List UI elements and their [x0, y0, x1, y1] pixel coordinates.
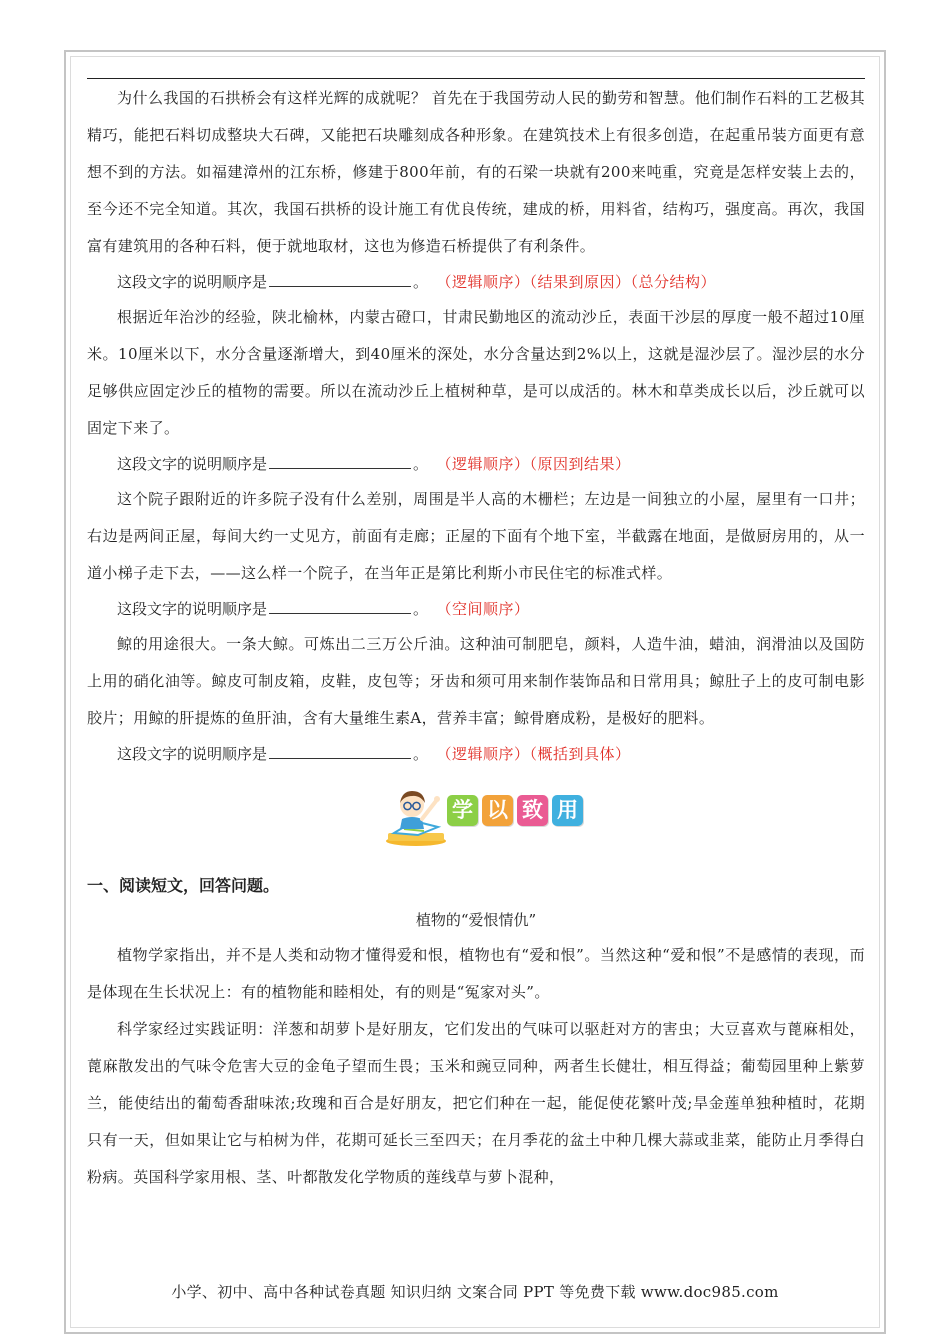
question-prompt: 这段文字的说明顺序是 — [117, 455, 268, 473]
question-period: 。 — [413, 273, 429, 291]
question-4 — [87, 737, 865, 771]
question-prompt: 这段文字的说明顺序是 — [117, 273, 268, 291]
question-period: 。 — [413, 455, 429, 473]
logo-tile: 以 — [482, 795, 513, 826]
header-rule — [87, 78, 865, 79]
section-banner — [87, 771, 865, 861]
answer-blank[interactable] — [269, 452, 411, 469]
article-paragraph-2: 科学家经过实践证明：洋葱和胡萝卜是好朋友，它们发出的气味可以驱赶对方的害虫；大豆喜欢与蓖麻相处，蓖麻散发出的气味令危害大豆的金龟子望而生畏；玉米和豌豆同种，两者生长健壮，相互得益；葡萄园里种上紫萝兰，能使结出的葡萄香甜味浓;玫瑰和百合是好朋友，把它们种在一起，能促使花繁叶茂;旱金莲单独种植时，花期只有一天，但如果让它与柏树为伴，花期可延长三至四天；在月季花的盆土中种几棵大蒜或韭菜，能防止月季得白粉病。英国科学家用根、茎、叶都散发化学物质的莲线草与萝卜混种， — [87, 1020, 865, 1186]
page-footer: 小学、初中、高中各种试卷真题 知识归纳 文案合同 PPT 等免费下载 www.doc985.com — [171, 1283, 779, 1301]
answer-blank[interactable] — [269, 270, 411, 287]
document-body — [87, 80, 865, 1196]
logo-tile: 用 — [552, 795, 583, 826]
paragraph-stone-bridge: 为什么我国的石拱桥会有这样光辉的成就呢？ 首先在于我国劳动人民的勤劳和智慧。他们制作石料的工艺极其精巧，能把石料切成整块大石碑，又能把石块雕刻成各种形象。在建筑技术上有很多创造，在起重吊装方面更有意想不到的方法。如福建漳州的江东桥，修建于800年前，有的石梁一块就有200来吨重，究竟是怎样安装上去的，至今还不完全知道。其次，我国石拱桥的设计施工有优良传统，建成的桥，用料省，结构巧，强度高。再次，我国富有建筑用的各种石料，便于就地取材，这也为修造石桥提供了有利条件。 — [87, 89, 865, 255]
question-period: 。 — [413, 600, 429, 618]
answer-text: （逻辑顺序）（原因到结果） — [444, 455, 631, 473]
question-3 — [87, 592, 865, 626]
answer-text: （逻辑顺序）（结果到原因）（总分结构） — [444, 273, 717, 291]
article-paragraph-1: 植物学家指出，并不是人类和动物才懂得爱和恨，植物也有“爱和恨”。当然这种“爱和恨”不是感情的表现，而是体现在生长状况上：有的植物能和睦相处，有的则是“冤家对头”。 — [87, 946, 865, 1001]
question-prompt: 这段文字的说明顺序是 — [117, 745, 268, 763]
answer-text: （空间顺序） — [444, 600, 530, 618]
question-prompt: 这段文字的说明顺序是 — [117, 600, 268, 618]
paragraph-sand-dune: 根据近年治沙的经验，陕北榆林，内蒙古磴口，甘肃民勤地区的流动沙丘，表面干沙层的厚度一般不超过10厘米。10厘米以下，水分含量逐渐增大，到40厘米的深处，水分含量达到2%以上，这就是湿沙层了。湿沙层的水分足够供应固定沙丘的植物的需要。所以在流动沙丘上植树种草，是可以成活的。林木和草类成长以后，沙丘就可以固定下来了。 — [87, 308, 865, 437]
paragraph-whale: 鲸的用途很大。一条大鲸。可炼出二三万公斤油。这种油可制肥皂，颜料，人造牛油，蜡油，润滑油以及国防上用的硝化油等。鲸皮可制皮箱，皮鞋，皮包等；牙齿和须可用来制作装饰品和日常用具；鲸肚子上的皮可制电影胶片；用鲸的肝提炼的鱼肝油，含有大量维生素A，营养丰富；鲸骨磨成粉，是极好的肥料。 — [87, 635, 865, 727]
logo-tiles — [447, 795, 583, 826]
question-1 — [87, 265, 865, 299]
answer-blank[interactable] — [269, 597, 411, 614]
logo-tile: 致 — [517, 795, 548, 826]
question-2 — [87, 447, 865, 481]
logo-tile: 学 — [447, 795, 478, 826]
paragraph-courtyard: 这个院子跟附近的许多院子没有什么差别，周围是半人高的木栅栏；左边是一间独立的小屋，屋里有一口井；右边是两间正屋，每间大约一丈见方，前面有走廊；正屋的下面有个地下室，半截露在地面，是做厨房用的，从一道小梯子走下去，——这么样一个院子，在当年正是第比利斯小市民住宅的标准式样。 — [87, 490, 865, 582]
study-logo — [384, 785, 604, 847]
student-reading-icon — [384, 785, 448, 847]
question-period: 。 — [413, 745, 429, 763]
section-heading: 一、阅读短文，回答问题。 — [87, 876, 280, 895]
answer-blank[interactable] — [269, 742, 411, 759]
article-title: 植物的“爱恨情仇” — [415, 911, 537, 929]
answer-text: （逻辑顺序）（概括到具体） — [444, 745, 631, 763]
